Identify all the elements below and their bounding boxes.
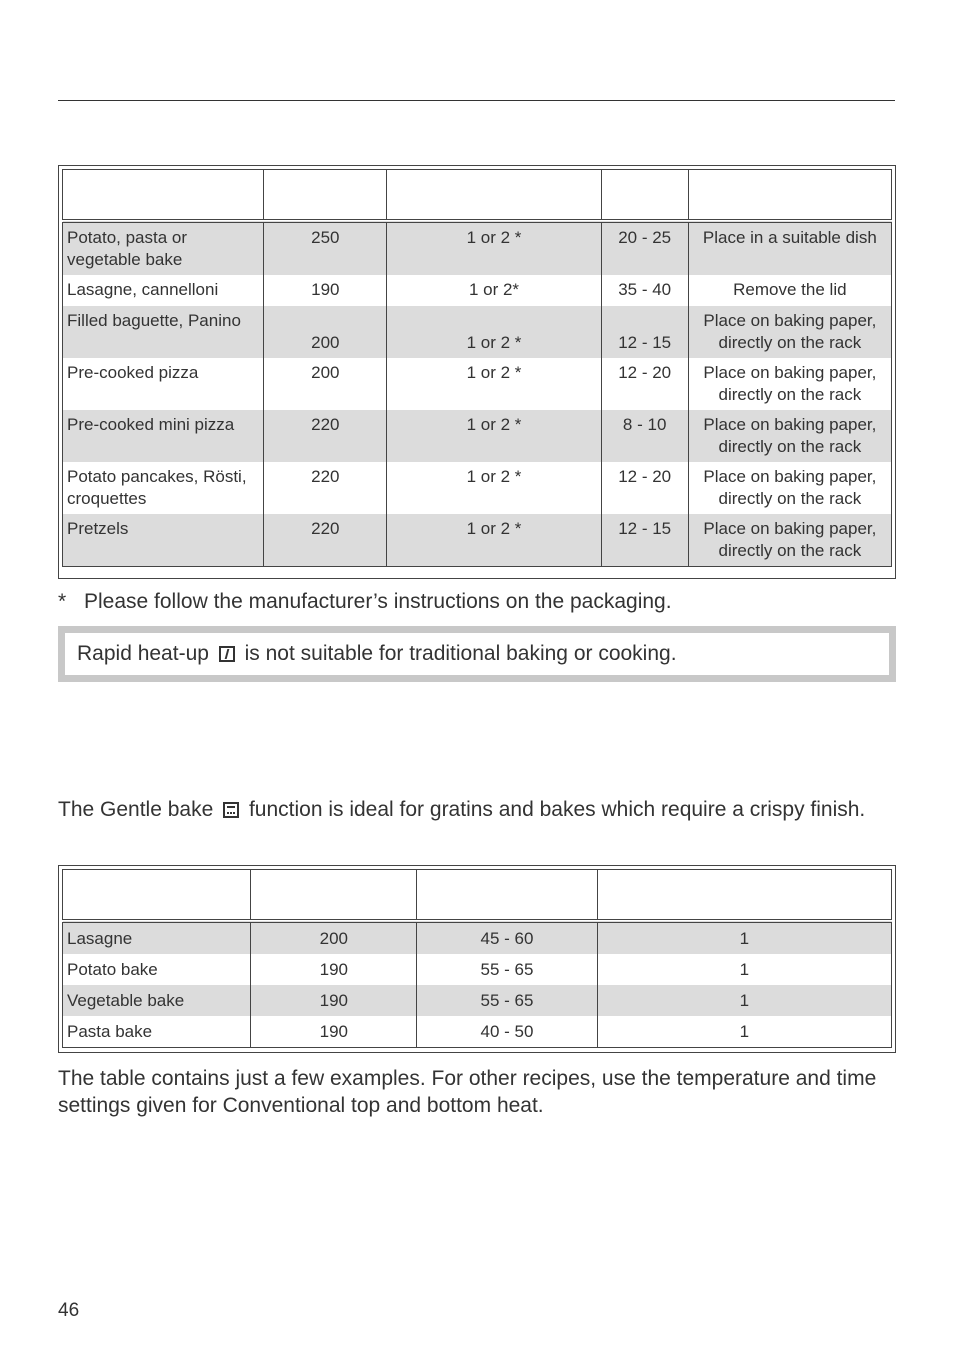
temperature-cell: 190 xyxy=(251,954,417,985)
temperature-cell: 190 xyxy=(251,985,417,1016)
temperature-cell: 220 xyxy=(264,514,387,567)
table-row xyxy=(63,221,892,275)
time-cell: 55 - 65 xyxy=(417,985,597,1016)
time-cell: 12 - 15 xyxy=(601,514,688,567)
temperature-cell: 190 xyxy=(264,275,387,306)
page-number: 46 xyxy=(58,1300,80,1321)
header-time xyxy=(417,870,597,922)
shelf-level-cell: 1 xyxy=(597,921,891,954)
temperature-cell: 250 xyxy=(264,221,387,275)
shelf-level-cell: 1 or 2 * xyxy=(387,221,601,275)
header-time xyxy=(601,170,688,222)
time-cell: 8 - 10 xyxy=(601,410,688,462)
notes-cell: Place on baking paper, directly on the rack xyxy=(688,514,891,567)
time-cell: 12 - 15 xyxy=(601,306,688,358)
intro-text-after-icon: function is ideal for gratins and bakes which require a crispy finish. xyxy=(248,798,866,821)
note-text-after-icon: is not suitable for traditional baking or cooking. xyxy=(244,642,677,665)
header-rule xyxy=(58,100,895,101)
food-cell: Vegetable bake xyxy=(63,985,251,1016)
time-cell: 45 - 60 xyxy=(417,921,597,954)
table-row xyxy=(63,462,892,514)
rapid-heat-up-icon xyxy=(219,646,235,662)
table-header-row xyxy=(63,870,892,922)
temperature-cell: 220 xyxy=(264,410,387,462)
time-cell: 40 - 50 xyxy=(417,1016,597,1048)
shelf-level-cell: 1 or 2 * xyxy=(387,514,601,567)
shelf-level-cell: 1 or 2* xyxy=(387,275,601,306)
gentle-bake-intro xyxy=(58,796,898,823)
notes-cell: Place on baking paper, directly on the rack xyxy=(688,306,891,358)
table-row xyxy=(63,306,892,358)
closing-paragraph: The table contains just a few examples. For other recipes, use the temperature and time settings given for Conventional top and bottom heat. xyxy=(58,1067,877,1117)
food-cell: Lasagne xyxy=(63,921,251,954)
table-row xyxy=(63,358,892,410)
food-cell: Pre-cooked mini pizza xyxy=(63,410,264,462)
warning-note-box xyxy=(58,626,896,682)
shelf-level-cell: 1 or 2 * xyxy=(387,306,601,358)
table-row xyxy=(63,985,892,1016)
table-row xyxy=(63,921,892,954)
warning-note-inner xyxy=(65,633,889,675)
header-temperature xyxy=(264,170,387,222)
note-text-before-icon: Rapid heat-up xyxy=(77,642,209,665)
time-cell: 55 - 65 xyxy=(417,954,597,985)
notes-cell: Place on baking paper, directly on the rack xyxy=(688,358,891,410)
table-header-row xyxy=(63,170,892,222)
header-shelf-level xyxy=(387,170,601,222)
header-food xyxy=(63,870,251,922)
temperature-cell: 220 xyxy=(264,462,387,514)
food-cell: Pasta bake xyxy=(63,1016,251,1048)
header-food xyxy=(63,170,264,222)
footnote xyxy=(58,590,672,614)
table-row xyxy=(63,275,892,306)
table-row xyxy=(63,954,892,985)
header-notes xyxy=(688,170,891,222)
food-cell: Pre-cooked pizza xyxy=(63,358,264,410)
rapid-heat-up-table xyxy=(58,165,896,579)
intro-text-before-icon: The Gentle bake xyxy=(58,798,214,821)
footnote-text: Please follow the manufacturer’s instructions on the packaging. xyxy=(84,590,672,613)
header-shelf-level xyxy=(597,870,891,922)
food-cell: Filled baguette, Panino xyxy=(63,306,264,358)
table-row xyxy=(63,1016,892,1048)
temperature-cell: 200 xyxy=(251,921,417,954)
food-cell: Pretzels xyxy=(63,514,264,567)
temperature-cell: 200 xyxy=(264,306,387,358)
food-cell: Potato, pasta or vegetable bake xyxy=(63,221,264,275)
food-cell: Potato pancakes, Rösti, croquettes xyxy=(63,462,264,514)
shelf-level-cell: 1 or 2 * xyxy=(387,410,601,462)
notes-cell: Place on baking paper, directly on the rack xyxy=(688,462,891,514)
shelf-level-cell: 1 or 2 * xyxy=(387,462,601,514)
table-row xyxy=(63,410,892,462)
header-temperature xyxy=(251,870,417,922)
temperature-cell: 200 xyxy=(264,358,387,410)
time-cell: 20 - 25 xyxy=(601,221,688,275)
gentle-bake-table xyxy=(58,865,896,1053)
notes-cell: Place in a suitable dish xyxy=(688,221,891,275)
shelf-level-cell: 1 or 2 * xyxy=(387,358,601,410)
time-cell: 12 - 20 xyxy=(601,358,688,410)
notes-cell: Remove the lid xyxy=(688,275,891,306)
shelf-level-cell: 1 xyxy=(597,1016,891,1048)
shelf-level-cell: 1 xyxy=(597,985,891,1016)
gentle-bake-icon xyxy=(223,802,239,818)
time-cell: 12 - 20 xyxy=(601,462,688,514)
temperature-cell: 190 xyxy=(251,1016,417,1048)
food-cell: Potato bake xyxy=(63,954,251,985)
footnote-marker: * xyxy=(58,590,67,613)
table-row xyxy=(63,514,892,567)
shelf-level-cell: 1 xyxy=(597,954,891,985)
time-cell: 35 - 40 xyxy=(601,275,688,306)
notes-cell: Place on baking paper, directly on the rack xyxy=(688,410,891,462)
food-cell: Lasagne, cannelloni xyxy=(63,275,264,306)
